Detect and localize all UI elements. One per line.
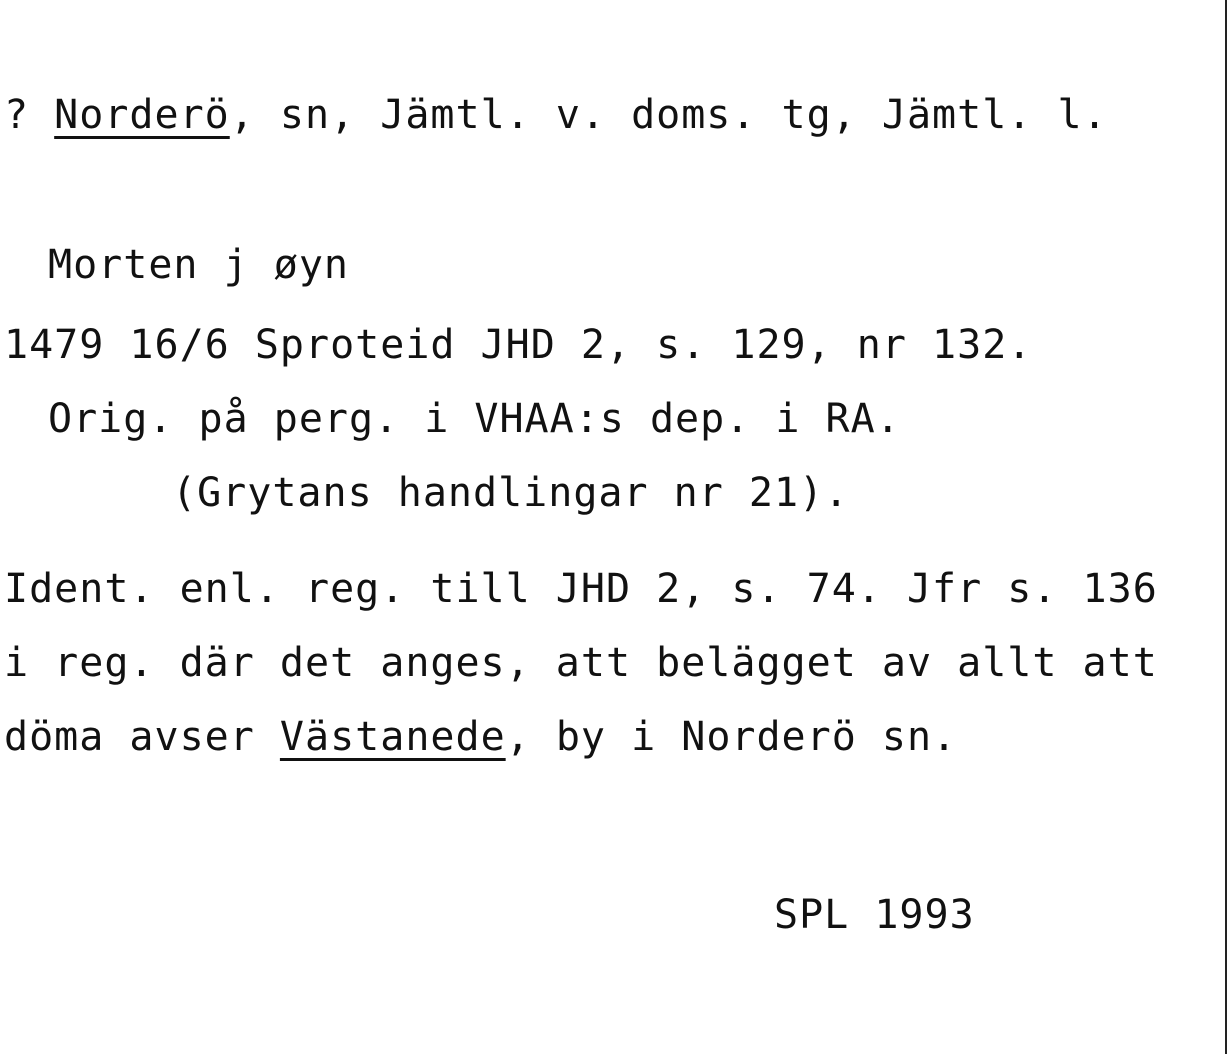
note-line-3-end: , by i Norderö sn. [505,714,958,760]
source-reference: 1479 16/6 Sproteid JHD 2, s. 129, nr 132. [4,322,1033,368]
heading-place-name: Norderö [54,92,230,138]
note-line-3-start: döma avser [4,714,280,760]
heading-line [4,92,1108,138]
note-line-3 [4,714,957,760]
card-right-edge [1225,0,1227,1054]
note-line-1: Ident. enl. reg. till JHD 2, s. 74. Jfr s. 136 [4,566,1158,612]
signature: SPL 1993 [774,892,975,938]
note-place-name: Västanede [279,714,506,760]
original-location: Orig. på perg. i VHAA:s dep. i RA. [48,396,901,442]
collection-reference: (Grytans handlingar nr 21). [172,470,850,516]
person-name: Morten j øyn [48,242,349,288]
heading-prefix: ? [4,92,55,138]
heading-rest: , sn, Jämtl. v. doms. tg, Jämtl. l. [229,92,1108,138]
note-line-2: i reg. där det anges, att belägget av allt att [4,640,1158,686]
